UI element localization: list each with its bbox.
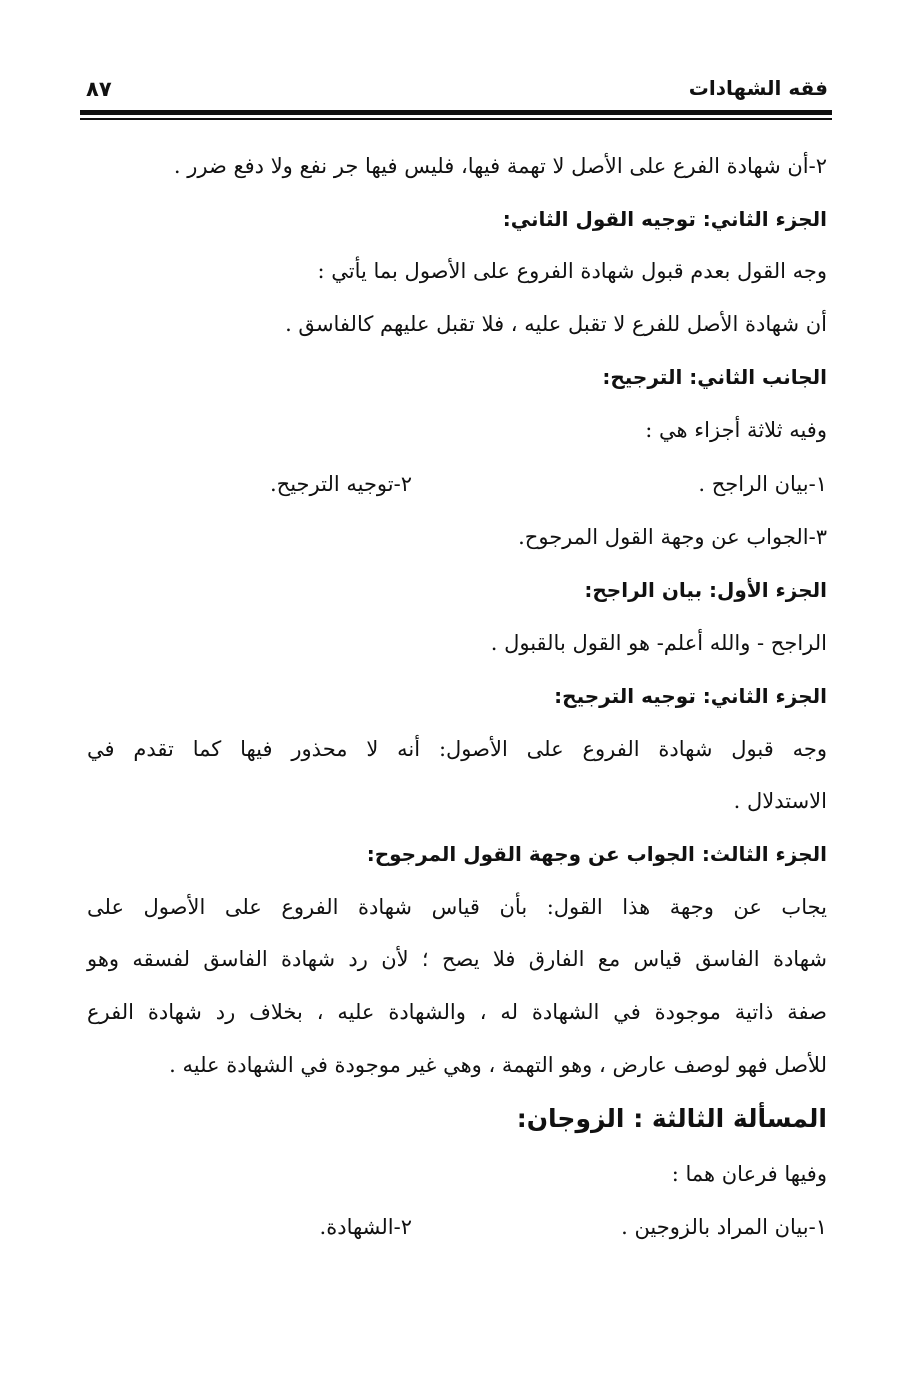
body-line-8: وجه قبول شهادة الفروع على الأصول: أنه لا محذور فيها كما تقدم في	[87, 737, 827, 761]
section-heading-3: الجزء الأول: بيان الراجح:	[584, 578, 827, 602]
list-item-2: ٢-توجيه الترجيح.	[269, 472, 412, 496]
body-line-4: وفيه ثلاثة أجزاء هي :	[645, 418, 827, 442]
body-line-2: وجه القول بعدم قبول شهادة الفروع على الأصول بما يأتي :	[317, 259, 827, 283]
list-item-3: ٣-الجواب عن وجهة القول المرجوح.	[518, 525, 827, 549]
header-rule-thin	[80, 118, 832, 120]
section-heading-5: الجزء الثالث: الجواب عن وجهة القول المرجوح:	[366, 842, 827, 866]
paragraph-line-4: للأصل فهو لوصف عارض ، وهو التهمة ، وهي غير موجودة في الشهادة عليه .	[169, 1053, 827, 1077]
section-heading-2: الجانب الثاني: الترجيح:	[602, 365, 827, 389]
list-item-5: ٢-الشهادة.	[319, 1215, 412, 1239]
running-header-title: فقه الشهادات	[688, 76, 828, 100]
body-line-1: ٢-أن شهادة الفرع على الأصل لا تهمة فيها، فليس فيها جر نفع ولا دفع ضرر .	[173, 154, 827, 178]
body-line-3: أن شهادة الأصل للفرع لا تقبل عليه ، فلا تقبل عليهم كالفاسق .	[285, 312, 827, 336]
body-line-9: الاستدلال .	[733, 789, 827, 813]
body-line-7: الراجح - والله أعلم- هو القول بالقبول .	[490, 631, 827, 655]
section-heading-1: الجزء الثاني: توجيه القول الثاني:	[502, 207, 827, 231]
paragraph-line-1: يجاب عن وجهة هذا القول: بأن قياس شهادة الفروع على الأصول على	[87, 895, 827, 919]
page-number: ٨٧	[86, 77, 112, 101]
section-heading-4: الجزء الثاني: توجيه الترجيح:	[554, 684, 827, 708]
paragraph-line-2: شهادة الفاسق قياس مع الفارق فلا يصح ؛ لأن رد شهادة الفاسق لفسقه وهو	[87, 947, 827, 971]
list-item-4: ١-بيان المراد بالزوجين .	[621, 1215, 827, 1239]
chapter-heading: المسألة الثالثة : الزوجان:	[516, 1104, 827, 1133]
list-item-1: ١-بيان الراجح .	[698, 472, 827, 496]
header-rule-thick	[80, 110, 832, 115]
paragraph-line-3: صفة ذاتية موجودة في الشهادة له ، والشهادة عليه ، بخلاف رد شهادة الفرع	[87, 1000, 827, 1024]
body-line-10: وفيها فرعان هما :	[671, 1162, 827, 1186]
